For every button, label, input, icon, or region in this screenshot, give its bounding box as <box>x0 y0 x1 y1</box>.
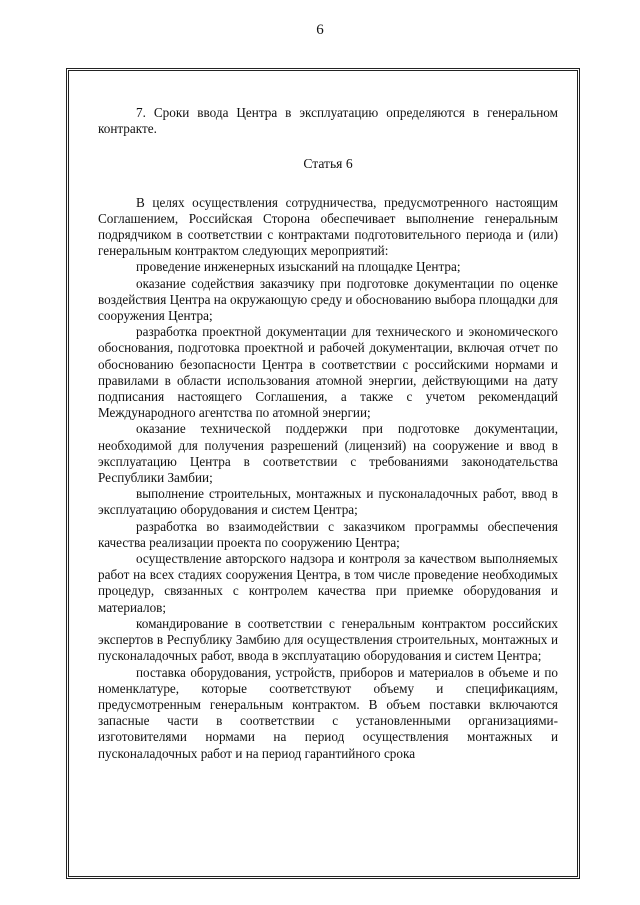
paragraph: командирование в соответствии с генеральным контрактом российских экспертов в Республику Замбию для осуществления строительных, монтажных и пусконаладочных работ, ввода в эксплуатацию оборудования и систем Центра; <box>98 615 558 664</box>
paragraph: В целях осуществления сотрудничества, предусмотренного настоящим Соглашением, Российская Сторона обеспечивает выполнение генеральным подрядчиком в соответствии с контрактами подготовительного периода и (или) генеральным контрактом следующих мероприятий: <box>98 194 558 259</box>
intro-paragraph: 7. Сроки ввода Центра в эксплуатацию определяются в генеральном контракте. <box>98 105 558 137</box>
document-body <box>98 105 558 762</box>
paragraph: осуществление авторского надзора и контроля за качеством выполняемых работ на всех стадиях сооружения Центра, в том числе проведение необходимых процедур, связанных с контролем качества при приемке оборудования и материалов; <box>98 551 558 615</box>
paragraph: проведение инженерных изысканий на площадке Центра; <box>136 259 461 275</box>
paragraph: оказание технической поддержки при подготовке документации, необходимой для получения разрешений (лицензий) на сооружение и ввод в эксплуатацию Центра в соответствии с требованиями законодательства Республики Замбии; <box>98 421 558 486</box>
article-heading: Статья 6 <box>303 156 353 172</box>
paragraph: разработка проектной документации для технического и экономического обоснования, подготовка проектной и рабочей документации, включая отчет по обоснованию безопасности Центра в соответствии с российскими нормами и правилами в области использования атомной энергии, действующими на дату подписания настоящего Соглашения, а также с учетом рекомендаций Международного агентства по атомной энергии; <box>98 324 558 421</box>
page-number: 6 <box>316 22 324 38</box>
paragraph: поставка оборудования, устройств, приборов и материалов в объеме и по номенклатуре, которые соответствуют объему и спецификациям, предусмотренным генеральным контрактом. В объем поставки включаются запасные части в соответствии с установленными организациями-изготовителями нормами на период осуществления монтажных и пусконаладочных работ и на период гарантийного срока <box>98 664 558 761</box>
paragraph: разработка во взаимодействии с заказчиком программы обеспечения качества реализации проекта по сооружению Центра; <box>98 518 558 550</box>
paragraph: оказание содействия заказчику при подготовке документации по оценке воздействия Центра на окружающую среду и обоснованию выбора площадки для сооружения Центра; <box>98 275 558 324</box>
paragraph: выполнение строительных, монтажных и пусконаладочных работ, ввод в эксплуатацию оборудования и систем Центра; <box>98 486 558 518</box>
